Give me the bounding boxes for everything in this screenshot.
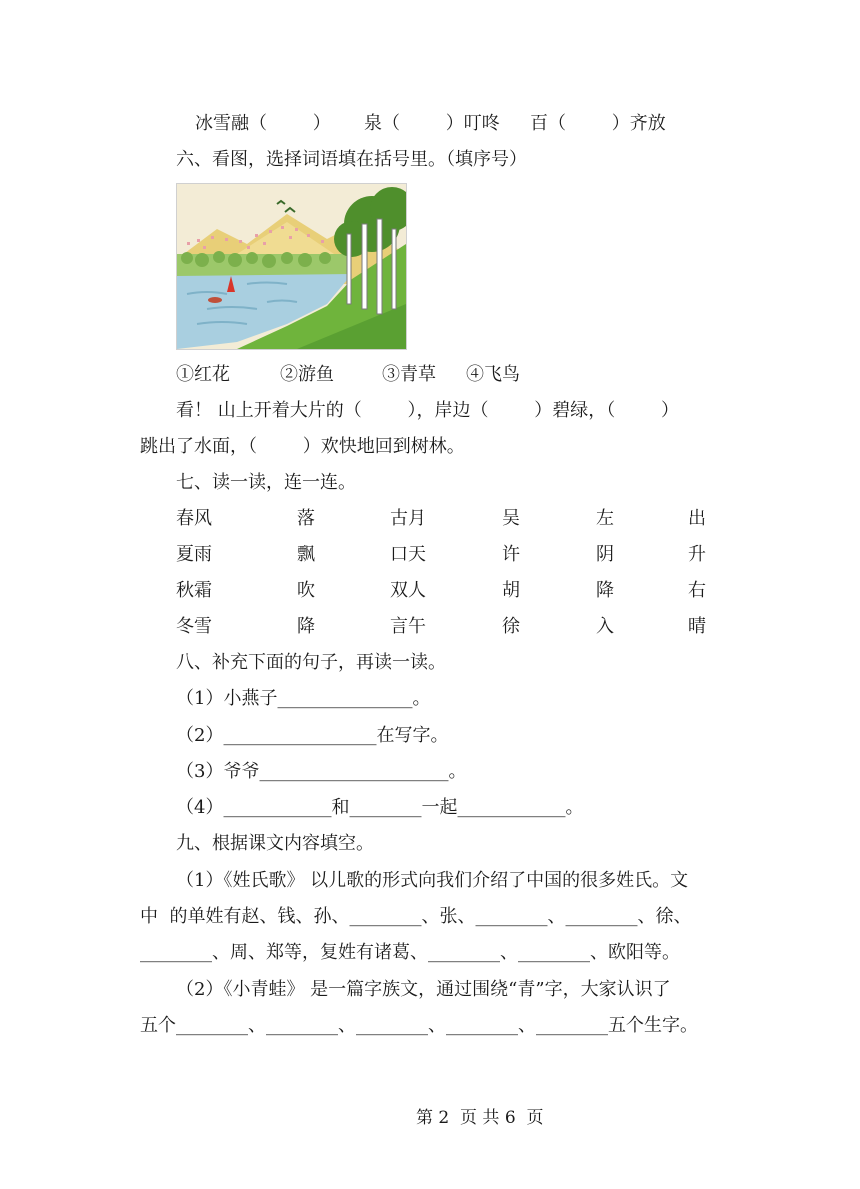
section9-q2-line1: （2）《小青蛙》 是一篇字族文，通过围绕“青”字，大家认识了 (176, 979, 671, 1000)
section9-title: 九、根据课文内容填空。 (176, 833, 374, 854)
match-cell: 晴 (688, 616, 706, 637)
section8-item-3: （3）爷爷_____________________。 (176, 761, 467, 782)
section8-item-2: （2）_________________在写字。 (176, 725, 449, 746)
match-cell: 徐 (502, 616, 520, 637)
match-cell: 夏雨 (176, 544, 212, 565)
match-cell: 吹 (297, 580, 315, 601)
fill-item-1: 冰雪融（ ） (195, 113, 331, 134)
match-cell: 许 (502, 544, 520, 565)
section6-title: 六、看图，选择词语填在括号里。（填序号） (176, 149, 527, 170)
scenery-illustration (176, 183, 407, 350)
fill-item-2: 泉（ ）叮咚 (364, 113, 500, 134)
section8-title: 八、补充下面的句子，再读一读。 (176, 652, 446, 673)
section6-sentence-line1: 看！ 山上开着大片的（ ），岸边（ ）碧绿，（ ） (176, 400, 680, 421)
section8-item-1: （1）小燕子_______________。 (176, 688, 431, 709)
section9-q1-line1: （1）《姓氏歌》 以儿歌的形式向我们介绍了中国的很多姓氏。文 (176, 870, 689, 891)
fill-item-3: 百（ ）齐放 (530, 113, 666, 134)
match-cell: 右 (688, 580, 706, 601)
match-cell: 阴 (596, 544, 614, 565)
match-cell: 古月 (390, 508, 426, 529)
match-cell: 飘 (297, 544, 315, 565)
match-cell: 升 (688, 544, 706, 565)
section9-q1-line3: ________、周、郑等，复姓有诸葛、________、________、欧阳等。 (140, 942, 680, 963)
match-cell: 双人 (390, 580, 426, 601)
option-3: ③青草 (382, 364, 436, 385)
section8-item-4: （4）____________和________一起____________。 (176, 797, 584, 818)
page-number: 第 2 页 共 6 页 (416, 1108, 544, 1128)
match-cell: 落 (297, 508, 315, 529)
match-cell: 口天 (390, 544, 426, 565)
option-1: ①红花 (176, 364, 230, 385)
option-2: ②游鱼 (280, 364, 334, 385)
match-cell: 出 (688, 508, 706, 529)
section7-title: 七、读一读，连一连。 (176, 472, 356, 493)
match-cell: 言午 (390, 616, 426, 637)
section9-q2-line2: 五个________、________、________、________、________五个生字。 (140, 1015, 698, 1036)
match-cell: 降 (596, 580, 614, 601)
match-cell: 左 (596, 508, 614, 529)
section6-sentence-line2: 跳出了水面，（ ）欢快地回到树林。 (140, 436, 465, 457)
match-cell: 胡 (502, 580, 520, 601)
option-4: ④飞鸟 (466, 364, 520, 385)
match-cell: 冬雪 (176, 616, 212, 637)
section9-q1-line2: 中 的单姓有赵、钱、孙、________、张、________、________、徐、 (140, 906, 692, 927)
match-cell: 秋霜 (176, 580, 212, 601)
match-cell: 降 (297, 616, 315, 637)
match-cell: 入 (596, 616, 614, 637)
match-cell: 春风 (176, 508, 212, 529)
match-cell: 吴 (502, 508, 520, 529)
